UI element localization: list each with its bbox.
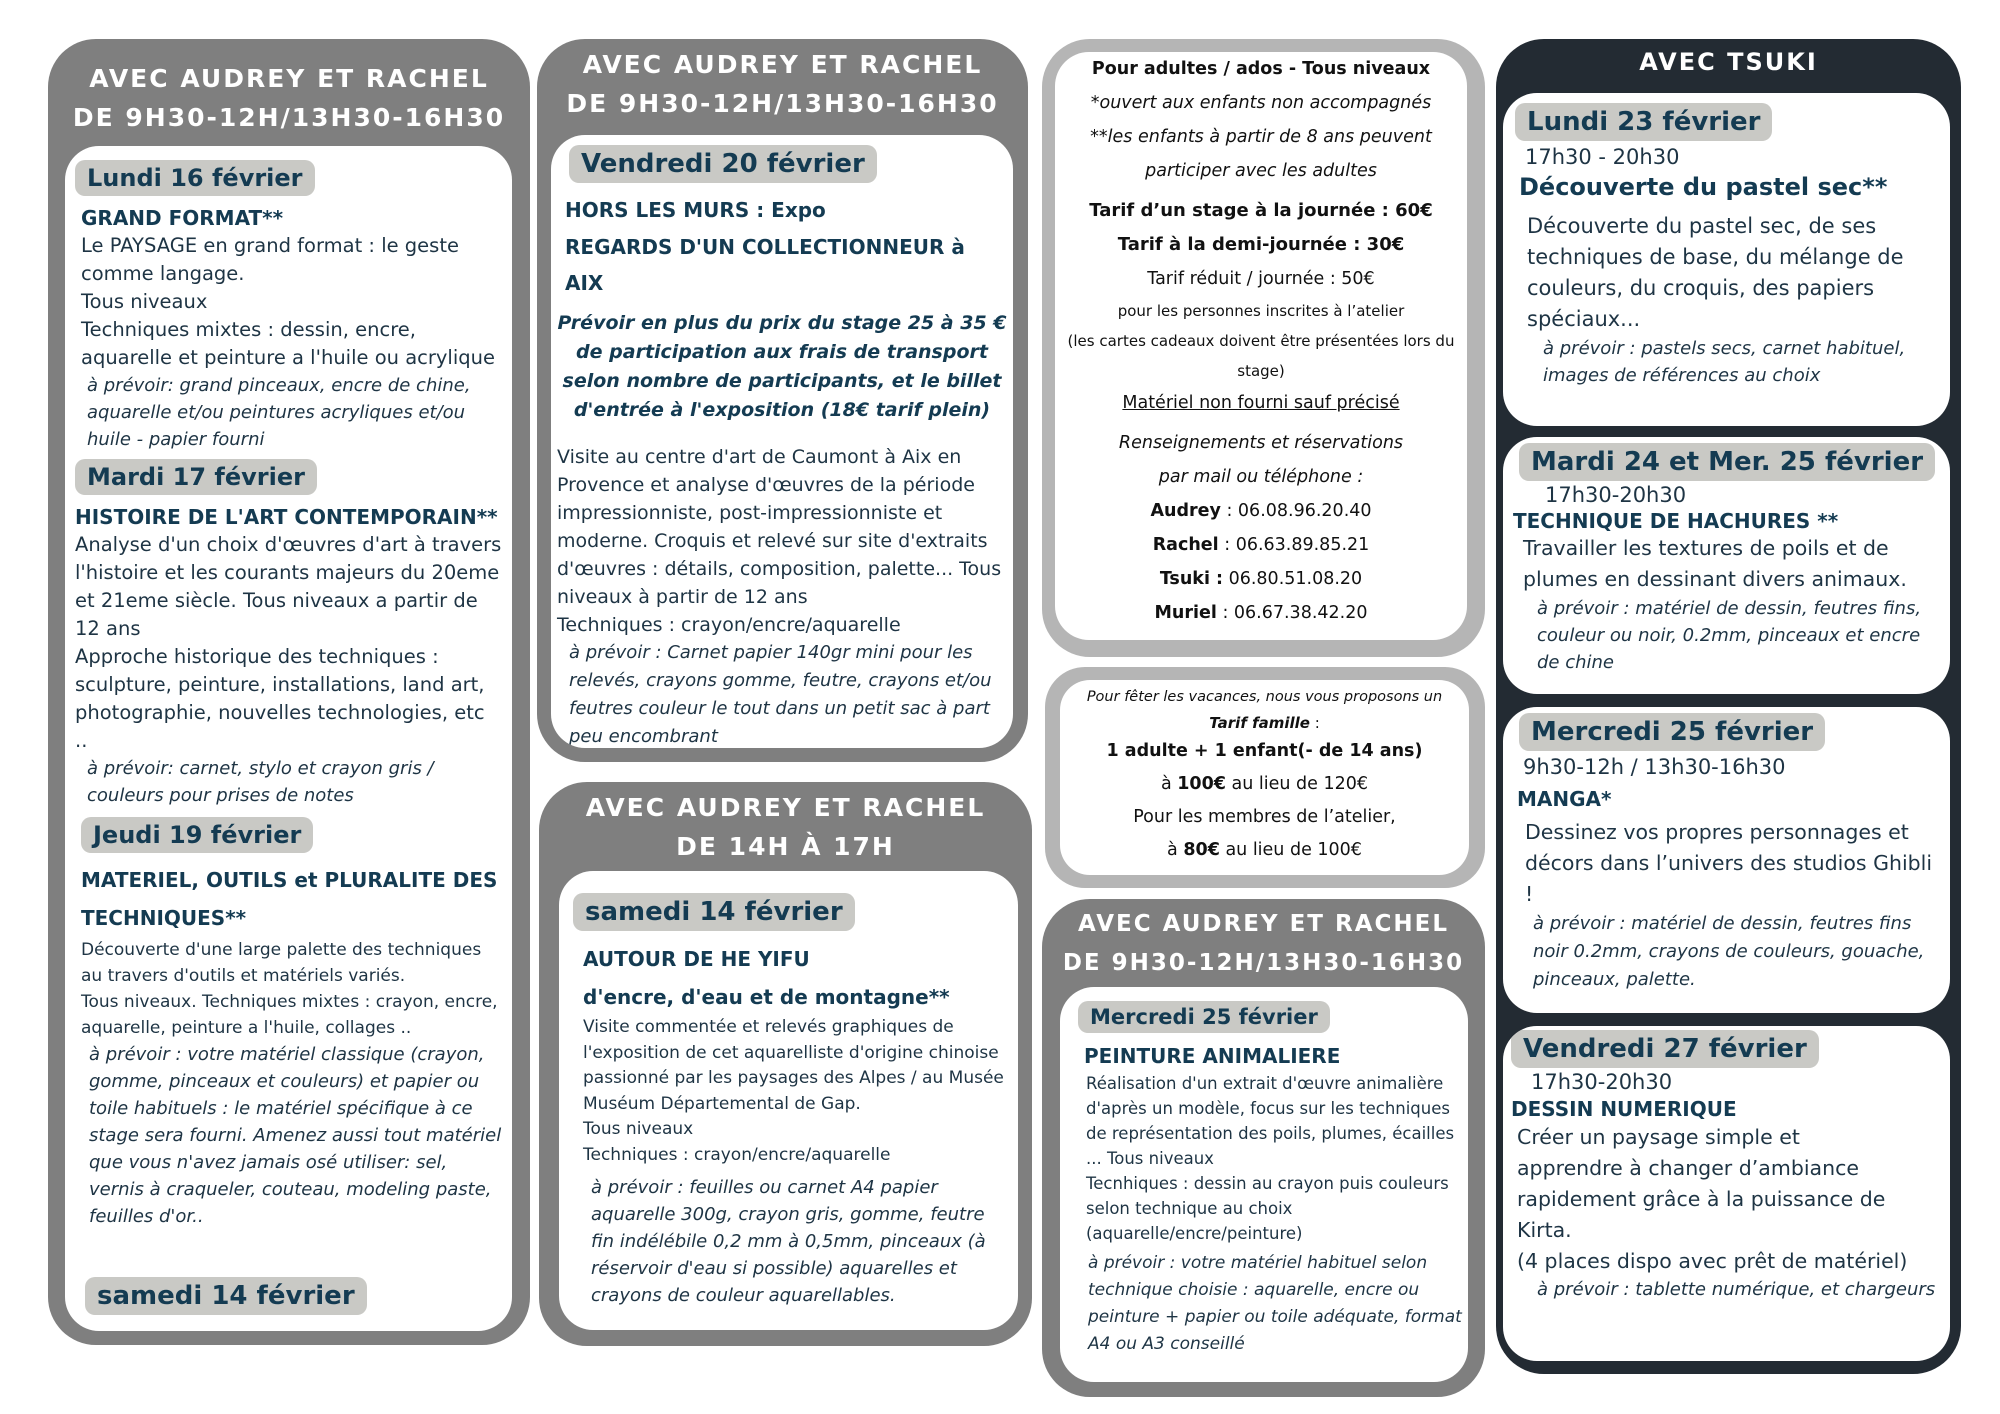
- panel3-card: [559, 871, 1018, 1330]
- event-title: MATERIEL, OUTILS et PLURALITE DES TECHNIQUES**: [81, 868, 498, 930]
- contact-name: Audrey: [1150, 501, 1221, 521]
- panel-header: AVEC TSUKI: [1639, 48, 1818, 76]
- tsuki-card: [1503, 93, 1950, 426]
- event-level: Tous niveaux: [583, 1119, 694, 1139]
- contact-name: Rachel: [1152, 535, 1219, 555]
- event-body: Visite au centre d'art de Caumont à Aix en Provence et analyse d'œuvres de la période impressionniste, post-impressionniste et moderne. Croquis et relevé sur site d'extraits d'œuvres : détails, composition, palette... Tous niveaux à partir de 12 ans: [557, 446, 1002, 608]
- event: [75, 459, 502, 809]
- panel2-card: [551, 135, 1013, 748]
- contact-phone[interactable]: 06.80.51.08.20: [1223, 569, 1363, 589]
- event-prevoir: à prévoir : matériel de dessin, feutres fins, couleur ou noir, 0.2mm, pinceaux et encre de chine: [1537, 598, 1922, 673]
- materiel-note: Matériel non fourni sauf précisé: [1122, 393, 1400, 413]
- date-badge: Lundi 23 février: [1515, 103, 1772, 141]
- event-body: Créer un paysage simple et apprendre à changer d’ambiance rapidement grâce à la puissance de Kirta.: [1517, 1125, 1886, 1242]
- contact: [1059, 596, 1463, 630]
- date-badge: Mardi 24 et Mer. 25 février: [1519, 443, 1935, 481]
- tarif-journee: Tarif d’un stage à la journée : 60€: [1089, 200, 1433, 221]
- header-line: AVEC AUDREY ET RACHEL: [582, 50, 983, 79]
- event-body: Travailler les textures de poils et de plumes en dessinant divers animaux.: [1523, 536, 1907, 591]
- contact: [1059, 562, 1463, 596]
- header-line: DE 9H30-12H/13H30-16H30: [72, 103, 506, 132]
- prefix: à: [1167, 840, 1184, 860]
- tsuki-card: [1503, 707, 1950, 1013]
- date-badge-footer: samedi 14 février: [85, 1277, 367, 1315]
- event-title: DESSIN NUMERIQUE: [1511, 1097, 1737, 1121]
- contact: [1059, 528, 1463, 562]
- event-prevoir: à prévoir : Carnet papier 140gr mini pour les relevés, crayons gomme, feutre, crayons et/ou feutres couleur le tout dans un petit sac à part peu encombrant: [569, 642, 992, 747]
- event: [75, 817, 502, 1230]
- event-time: 9h30-12h / 13h30-16h30: [1523, 755, 1786, 779]
- tsuki-card: [1503, 1026, 1950, 1361]
- event-title: HISTOIRE DE L'ART CONTEMPORAIN**: [75, 505, 498, 529]
- cartes-cadeaux: (les cartes cadeaux doivent être présentées lors du stage): [1067, 332, 1455, 380]
- event-title: d'encre, d'eau et de montagne**: [583, 985, 950, 1009]
- event-line: Tous niveaux. Techniques mixtes : crayon, encre, aquarelle, peinture a l'huile, collages ..: [81, 992, 498, 1038]
- panel4-card: [1060, 987, 1468, 1382]
- contact-phone[interactable]: : 06.67.38.42.20: [1216, 603, 1368, 623]
- event-line: Approche historique des techniques : sculpture, peinture, installations, land art, photographie, nouvelles technologies, etc ..: [75, 645, 485, 752]
- event-title: MANGA*: [1517, 787, 1612, 811]
- contact-phone[interactable]: : 06.08.96.20.40: [1220, 501, 1372, 521]
- tarif-reduit-condition: pour les personnes inscrites à l’atelier: [1117, 302, 1405, 320]
- panel-header: [539, 782, 1032, 866]
- event-techniques: Techniques : crayon/encre/aquarelle: [557, 614, 901, 636]
- family-colon: :: [1309, 714, 1320, 732]
- prefix: à: [1160, 774, 1178, 794]
- date-badge: Jeudi 19 février: [81, 817, 313, 853]
- date-badge: Vendredi 27 février: [1511, 1030, 1819, 1068]
- event-techniques: Tecnhiques : dessin au crayon puis couleurs selon technique au choix (aquarelle/encre/peinture): [1086, 1174, 1449, 1243]
- tarif-demi: Tarif à la demi-journée : 30€: [1117, 234, 1405, 255]
- event-note: Prévoir en plus du prix du stage 25 à 35 € de participation aux frais de transport selon nombre de participants, et le billet d'entrée à l'exposition (18€ tarif plein): [557, 312, 1007, 421]
- event-prevoir: à prévoir : votre matériel habituel selon technique choisie : aquarelle, encre ou peinture + papier ou toile adéquate, format A4 ou A3 conseillé: [1088, 1253, 1462, 1354]
- event-extra: (4 places dispo avec prêt de matériel): [1517, 1249, 1908, 1273]
- event-title: HORS LES MURS : Expo: [565, 198, 826, 222]
- info-card: [1055, 52, 1467, 640]
- event-prevoir: à prévoir : tablette numérique, et chargeurs: [1537, 1279, 1936, 1300]
- header-line: DE 9H30-12H/13H30-16H30: [566, 89, 999, 118]
- tsuki-card: [1503, 437, 1950, 694]
- event-time: 17h30-20h30: [1545, 483, 1687, 507]
- event-title: REGARDS D'UN COLLECTIONNEUR à AIX: [565, 235, 965, 295]
- event-title: Découverte du pastel sec**: [1519, 173, 1888, 201]
- contact-name: Tsuki :: [1159, 569, 1224, 589]
- family-intro: Pour fêter les vacances, nous vous proposons un: [1086, 689, 1443, 705]
- renseignements: Renseignements et réservations: [1118, 433, 1404, 453]
- date-badge: Vendredi 20 février: [569, 145, 877, 183]
- note-children-alone: *ouvert aux enfants non accompagnés: [1090, 93, 1432, 113]
- renseignements-2: par mail ou téléphone :: [1158, 467, 1364, 487]
- event-title: PEINTURE ANIMALIERE: [1084, 1044, 1341, 1068]
- event-prevoir: à prévoir: grand pinceaux, encre de chine, aquarelle et/ou peintures acryliques et/ou huile - papier fourni: [87, 375, 471, 450]
- note-children-8: **les enfants à partir de 8 ans peuvent participer avec les adultes: [1090, 127, 1432, 181]
- event: [75, 160, 502, 453]
- event-prevoir: à prévoir: carnet, stylo et crayon gris / couleurs pour prises de notes: [87, 758, 434, 806]
- event-line: Analyse d'un choix d'œuvres d'art à travers l'histoire et les courants majeurs du 20eme et 21eme siècle. Tous niveaux a partir de 12 ans: [75, 533, 502, 640]
- contact-phone[interactable]: : 06.63.89.85.21: [1218, 535, 1370, 555]
- event-body: Visite commentée et relevés graphiques de l'exposition de cet aquarelliste d'origine chinoise passionné par les paysages des Alpes / au Musée Muséum Départemental de Gap.: [583, 1017, 1004, 1114]
- family-label: Tarif famille: [1209, 714, 1310, 732]
- family-members: Pour les membres de l’atelier,: [1133, 807, 1396, 827]
- header-line: AVEC AUDREY ET RACHEL: [585, 793, 986, 822]
- date-badge: Mardi 17 février: [75, 459, 317, 495]
- event-techniques: Techniques : crayon/encre/aquarelle: [583, 1144, 891, 1165]
- date-badge: Mercredi 25 février: [1519, 713, 1825, 751]
- tarif-reduit: Tarif réduit / journée : 50€: [1147, 269, 1375, 289]
- event-line: Techniques mixtes : dessin, encre, aquarelle et peinture a l'huile ou acrylique: [81, 318, 495, 369]
- family-price-line: [1062, 767, 1467, 801]
- family-instead: au lieu de 120€: [1225, 774, 1369, 794]
- event-body: Dessinez vos propres personnages et décors dans l’univers des studios Ghibli !: [1525, 820, 1933, 906]
- family-card: [1060, 680, 1469, 875]
- event-title: TECHNIQUE DE HACHURES **: [1513, 509, 1839, 533]
- contact-name: Muriel: [1154, 603, 1217, 623]
- event-line: Le PAYSAGE en grand format : le geste comme langage.: [81, 234, 459, 285]
- event-title: AUTOUR DE HE YIFU: [583, 947, 810, 971]
- date-badge: samedi 14 février: [573, 893, 855, 931]
- family-price: 100€: [1177, 774, 1226, 794]
- event-title: GRAND FORMAT**: [81, 206, 284, 230]
- panel1-card: [65, 146, 512, 1331]
- header-line: DE 9H30-12H/13H30-16H30: [1062, 950, 1465, 976]
- header-line: AVEC AUDREY ET RACHEL: [89, 64, 489, 93]
- members-instead: au lieu de 100€: [1219, 840, 1362, 860]
- event-line: Tous niveaux: [81, 290, 208, 313]
- panel-header: [48, 39, 530, 137]
- event-prevoir: à prévoir : feuilles ou carnet A4 papier aquarelle 300g, crayon gris, gomme, feutre fin indélébile 0,2 mm à 0,5mm, pinceaux (à réservoir d'eau si possible) aquarelles et crayons de couleur aquarellables.: [591, 1177, 986, 1306]
- panel-header: [1042, 899, 1485, 983]
- family-members-price-line: [1062, 833, 1467, 867]
- date-badge: Mercredi 25 février: [1078, 1001, 1330, 1033]
- event-body: Réalisation d'un extrait d'œuvre animalière d'après un modèle, focus sur les techniques de représentation des poils, plumes, écailles ... Tous niveaux: [1086, 1074, 1455, 1168]
- audience: Pour adultes / ados - Tous niveaux: [1091, 59, 1431, 79]
- family-offer: 1 adulte + 1 enfant(- de 14 ans): [1106, 741, 1423, 761]
- header-line: AVEC AUDREY ET RACHEL: [1078, 911, 1449, 937]
- contact: [1059, 494, 1463, 528]
- event-prevoir: à prévoir : votre matériel classique (crayon, gomme, pinceaux et couleurs) et papier ou toile habituels : le matériel spécifique à ce stage sera fourni. Amenez aussi tout matériel que vous n'avez jamais osé utiliser: sel, vernis à craqueler, couteau, modeling paste, feuilles d'or..: [89, 1044, 502, 1227]
- panel-header: [537, 39, 1028, 123]
- date-badge: Lundi 16 février: [75, 160, 315, 196]
- event-prevoir: à prévoir : matériel de dessin, feutres fins noir 0.2mm, crayons de couleurs, gouache, pinceaux, palette.: [1533, 913, 1925, 990]
- event-line: Découverte d'une large palette des techniques au travers d'outils et matériels variés.: [81, 940, 482, 986]
- event-prevoir: à prévoir : pastels secs, carnet habituel, images de références au choix: [1543, 338, 1906, 386]
- members-price: 80€: [1183, 840, 1220, 860]
- event-time: 17h30 - 20h30: [1525, 145, 1680, 169]
- header-line: DE 14H À 17H: [676, 832, 895, 861]
- family-label-line: [1062, 711, 1467, 735]
- event-body: Découverte du pastel sec, de ses techniques de base, du mélange de couleurs, du croquis, des papiers spéciaux...: [1527, 214, 1904, 331]
- event-time: 17h30-20h30: [1531, 1070, 1673, 1094]
